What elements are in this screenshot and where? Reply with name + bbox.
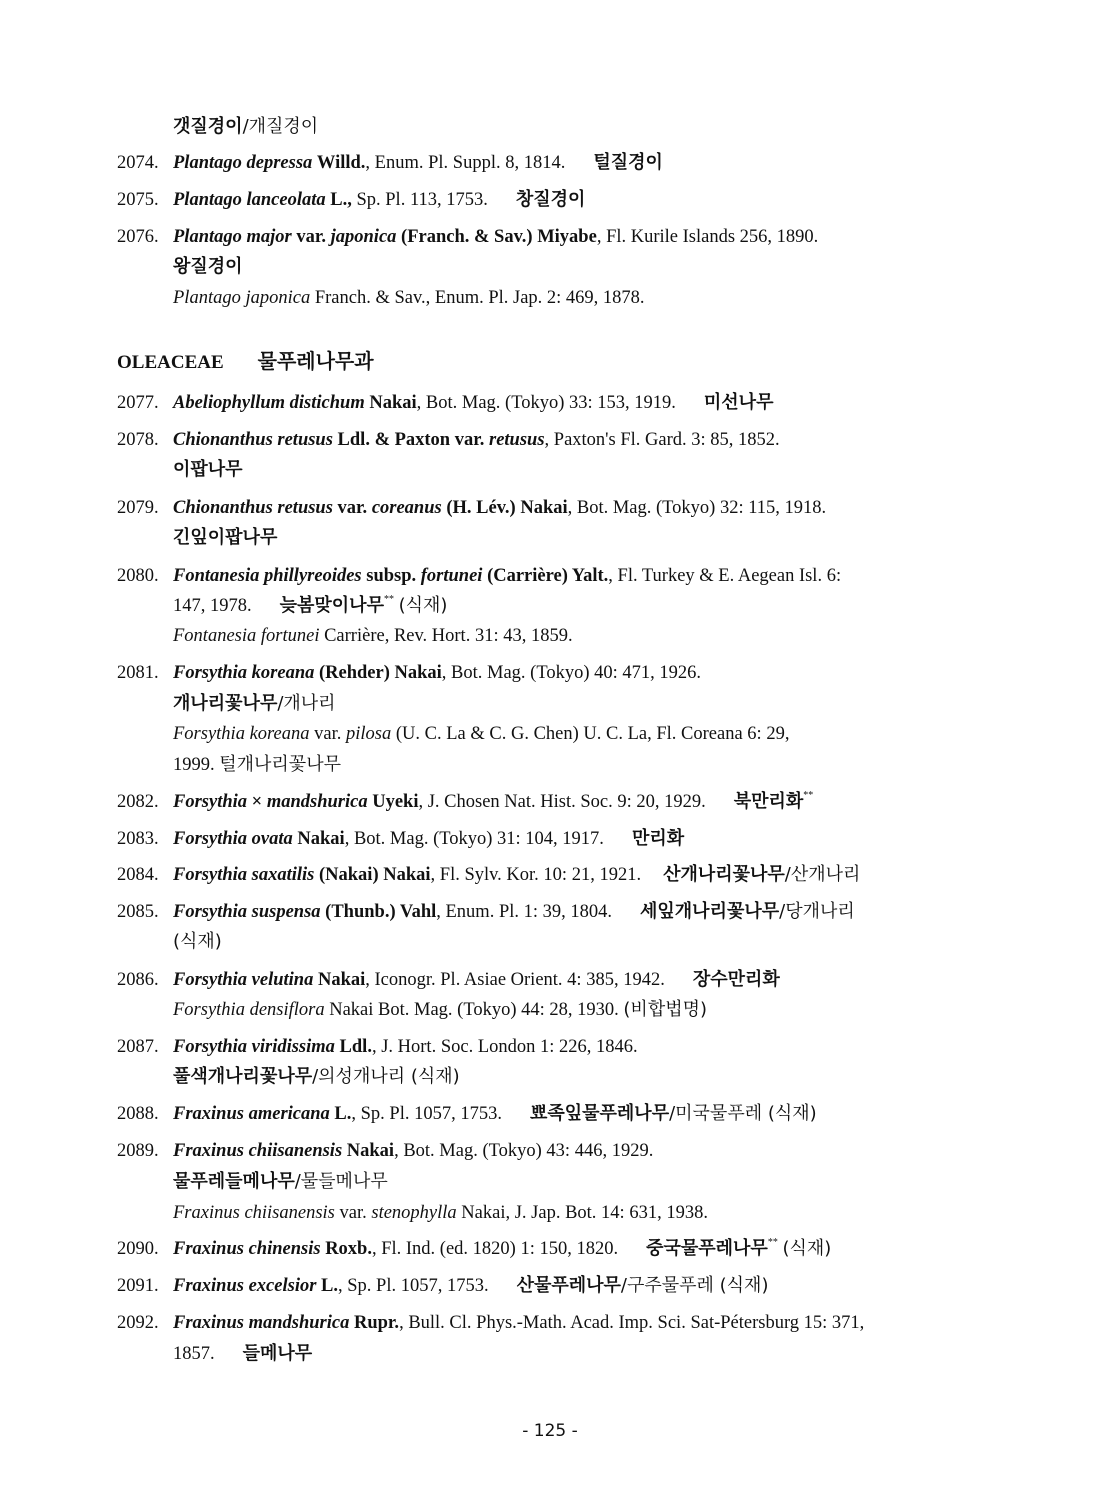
list-item: 2088. Fraxinus americana L., Sp. Pl. 1057, 1753. 뾰족잎물푸레나무/미국물푸레 (식재)	[117, 1103, 817, 1124]
page-number: - 125 -	[522, 1421, 578, 1441]
list-item: 2092. Fraxinus mandshurica Rupr., Bull. Cl. Phys.-Math. Acad. Imp. Sci. Sat-Pétersburg 15: 371,	[117, 1313, 865, 1333]
list-item: 2080. Fontanesia phillyreoides subsp. fortunei (Carrière) Yalt., Fl. Turkey & E. Aegean Isl. 6:	[117, 566, 842, 586]
list-item: 2081. Forsythia koreana (Rehder) Nakai, Bot. Mag. (Tokyo) 40: 471, 1926.	[117, 663, 702, 683]
list-item: 갯질경이/개질경이	[173, 116, 319, 137]
list-item: 2085. Forsythia suspensa (Thunb.) Vahl, Enum. Pl. 1: 39, 1804. 세잎개나리꽃나무/당개나리	[117, 901, 855, 922]
list-item: 2076. Plantago major var. japonica (Franch. & Sav.) Miyabe, Fl. Kurile Islands 256, 1890.	[117, 227, 819, 247]
list-item: 2075. Plantago lanceolata L., Sp. Pl. 113, 1753. 창질경이	[117, 189, 586, 210]
list-item: 2083. Forsythia ovata Nakai, Bot. Mag. (Tokyo) 31: 104, 1917. 만리화	[117, 828, 685, 849]
list-item: 2089. Fraxinus chiisanensis Nakai, Bot. Mag. (Tokyo) 43: 446, 1929.	[117, 1141, 654, 1161]
list-item: 2090. Fraxinus chinensis Roxb., Fl. Ind. (ed. 1820) 1: 150, 1820. 중국물푸레나무** (식재)	[117, 1237, 832, 1259]
list-item: 2079. Chionanthus retusus var. coreanus (H. Lév.) Nakai, Bot. Mag. (Tokyo) 32: 115, 1918.	[117, 498, 827, 518]
list-item: 2082. Forsythia × mandshurica Uyeki, J. Chosen Nat. Hist. Soc. 9: 20, 1929. 북만리화**	[117, 790, 814, 812]
document-page: 갯질경이/개질경이 2074. Plantago depressa Willd., Enum. Pl. Suppl. 8, 1814. 털질경이 2075. Plantago lanceolata L., Sp. Pl. 113, 1753. 창질경이 2076. Plantago major var. japonica (Franch. & Sav.) Miyabe, Fl. Kurile Islands 256, 1890. 왕질경이 Plantago japonica Franch. & Sav., Enum. Pl. Jap. 2: 469, 1878. OLEACEAE 물푸레나무과 2077. Abeliophyllum distichum Nakai, Bot. Mag. (Tokyo) 33: 153, 1919. 미선나무 2078. Chionanthus retusus Ldl. & Paxton var. retusus, Paxton's Fl. Gard. 3: 85, 1852. 이팝나무 2079. Chionanthus retusus var. coreanus (H. Lév.) Nakai, Bot. Mag. (Tokyo) 32: 115, 1918. 긴잎이팝나무 2080. Fontanesia phillyreoides subsp. fortunei (Carrière) Yalt., Fl. Turkey & E. Aegean Isl. 6: 147, 1978. 늦봄맞이나무** (식재) Fontanesia fortunei Carrière, Rev. Hort. 31: 43, 1859. 2081. Forsythia koreana (Rehder) Nakai, Bot. Mag. (Tokyo) 40: 471, 1926. 개나리꽃나무/개나리 Forsythia koreana var. pilosa (U. C. La & C. G. Chen) U. C. La, Fl. Coreana 6: 29, 1999. 털개나리꽃나무 2082. Forsythia × mandshurica Uyeki, J. Chosen Nat. Hist. Soc. 9: 20, 1929. 북만리화** 2083. Forsythia ovata Nakai, Bot. Mag. (Tokyo) 31: 104, 1917. 만리화 2084. Forsythia saxatilis (Nakai) Nakai, Fl. Sylv. Kor. 10: 21, 1921. 산개나리꽃나무/산개나리 2085. Forsythia suspensa (Thunb.) Vahl, Enum. Pl. 1: 39, 1804. 세잎개나리꽃나무/당개나리 (식재) 2086. Forsythia velutina Nakai, Iconogr. Pl. Asiae Orient. 4: 385, 1942. 장수만리화 Forsythia densiflora Nakai Bot. Mag. (Tokyo) 44: 28, 1930. (비합법명) 2087. Forsythia viridissima Ldl., J. Hort. Soc. London 1: 226, 1846. 풀색개나리꽃나무/의성개나리 (식재) 2088. Fraxinus americana L., Sp. Pl. 1057, 1753. 뾰족잎물푸레나무/미국물푸레 (식재) 2089. Fraxinus chiisanensis Nakai, Bot. Mag. (Tokyo) 43: 446, 1929. 물푸레들메나무/물들메나무 Fraxinus chiisanensis var. stenophylla Nakai, J. Jap. Bot. 14: 631, 1938. 2090. Fraxinus chinensis Roxb., Fl. Ind. (ed. 1820) 1: 150, 1820. 중국물푸레나무** (식재) 2091. Fraxinus excelsior L., Sp. Pl. 1057, 1753. 산물푸레나무/구주물푸레 (식재) 2092. Fraxinus mandshurica Rupr., Bull. Cl. Phys.-Math. Acad. Imp. Sci. Sat-Pétersburg 15: 371, 1857. 들메나무 - 125 -	[0, 0, 1100, 1506]
list-item: 2087. Forsythia viridissima Ldl., J. Hort. Soc. London 1: 226, 1846.	[117, 1037, 638, 1057]
list-item: 2077. Abeliophyllum distichum Nakai, Bot. Mag. (Tokyo) 33: 153, 1919. 미선나무	[117, 392, 774, 413]
list-item: 2086. Forsythia velutina Nakai, Iconogr. Pl. Asiae Orient. 4: 385, 1942. 장수만리화	[117, 969, 780, 990]
list-item: 2074. Plantago depressa Willd., Enum. Pl. Suppl. 8, 1814. 털질경이	[117, 152, 663, 173]
list-item: 2078. Chionanthus retusus Ldl. & Paxton var. retusus, Paxton's Fl. Gard. 3: 85, 1852.	[117, 430, 780, 450]
list-item: 2091. Fraxinus excelsior L., Sp. Pl. 1057, 1753. 산물푸레나무/구주물푸레 (식재)	[117, 1275, 769, 1296]
family-heading: OLEACEAE 물푸레나무과	[117, 349, 374, 373]
list-item: 2084. Forsythia saxatilis (Nakai) Nakai, Fl. Sylv. Kor. 10: 21, 1921. 산개나리꽃나무/산개나리	[117, 864, 861, 885]
